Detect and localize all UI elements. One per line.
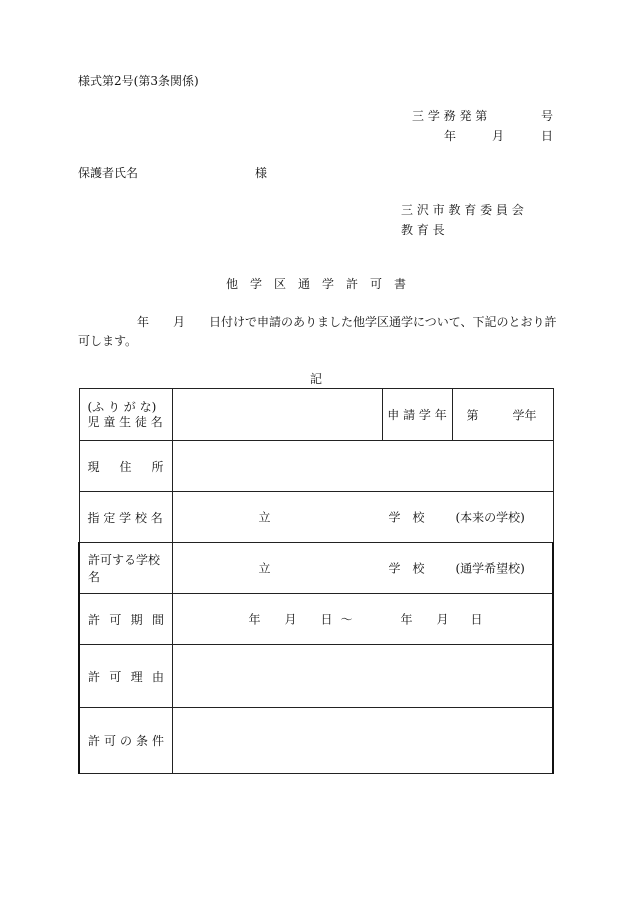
- row-conditions: [79, 708, 553, 774]
- address-field[interactable]: [172, 441, 553, 492]
- conditions-field[interactable]: [172, 708, 553, 774]
- body-line-2: 可します。: [78, 334, 138, 348]
- guardian-honorific: 様: [255, 166, 268, 180]
- date-day: 日: [541, 129, 554, 143]
- grade-label: 申 請 学 年: [382, 389, 452, 441]
- student-name-field[interactable]: [172, 389, 382, 441]
- row-student-name: [79, 389, 553, 441]
- issuer-title: 教 育 長: [401, 223, 445, 237]
- period-start-year: 年: [248, 612, 261, 627]
- conditions-label: 許 可 の 条 件: [79, 708, 172, 774]
- permitted-school-field[interactable]: [172, 543, 553, 594]
- reason-field[interactable]: [172, 645, 553, 708]
- furigana-label: (ふ り が な): [87, 399, 157, 414]
- address-label: 現 住 所: [79, 441, 172, 492]
- doc-number-suffix: 号: [541, 109, 554, 123]
- period-label: 許 可 期 間: [79, 594, 172, 645]
- designated-note: (本来の学校): [455, 510, 525, 525]
- date-month: 月: [492, 129, 505, 143]
- period-field[interactable]: [172, 594, 553, 645]
- period-start-day: 日: [320, 612, 333, 627]
- student-label: 児 童 生 徒 名: [87, 414, 163, 429]
- row-reason: [79, 645, 553, 708]
- student-name-label: [79, 389, 172, 441]
- date-year: 年: [444, 129, 457, 143]
- doc-number-prefix: 三 学 務 発 第: [412, 109, 488, 123]
- document-title: 他 学 区 通 学 許 可 書: [226, 277, 407, 291]
- permission-table: [78, 388, 554, 774]
- permitted-school-label: 許可する学校名: [79, 543, 172, 594]
- row-designated-school: [79, 492, 553, 543]
- permitted-gakko: 学 校: [388, 561, 425, 576]
- ki-heading: 記: [310, 372, 323, 386]
- designated-ritsu: 立: [258, 510, 271, 525]
- designated-school-label: 指 定 学 校 名: [79, 492, 172, 543]
- grade-suffix: 学年: [512, 408, 537, 422]
- reason-label: 許 可 理 由: [79, 645, 172, 708]
- body-line-1: 年 月 日付けで申請のありました他学区通学について、下記のとおり許: [137, 315, 557, 329]
- form-number: 様式第2号(第3条関係): [78, 74, 199, 88]
- row-permitted-school: [79, 543, 553, 594]
- period-end-month: 月: [436, 612, 449, 627]
- period-start-month: 月: [284, 612, 297, 627]
- permitted-ritsu: 立: [258, 561, 271, 576]
- grade-field[interactable]: [452, 389, 553, 441]
- period-tilde: ～: [340, 612, 353, 627]
- designated-school-field[interactable]: [172, 492, 553, 543]
- period-end-year: 年: [400, 612, 413, 627]
- issuer-board: 三 沢 市 教 育 委 員 会: [401, 203, 524, 217]
- permitted-note: (通学希望校): [455, 561, 525, 576]
- designated-gakko: 学 校: [388, 510, 425, 525]
- grade-prefix: 第: [466, 408, 479, 422]
- row-period: [79, 594, 553, 645]
- row-address: [79, 441, 553, 492]
- period-end-day: 日: [470, 612, 483, 627]
- guardian-label: 保護者氏名: [78, 166, 139, 180]
